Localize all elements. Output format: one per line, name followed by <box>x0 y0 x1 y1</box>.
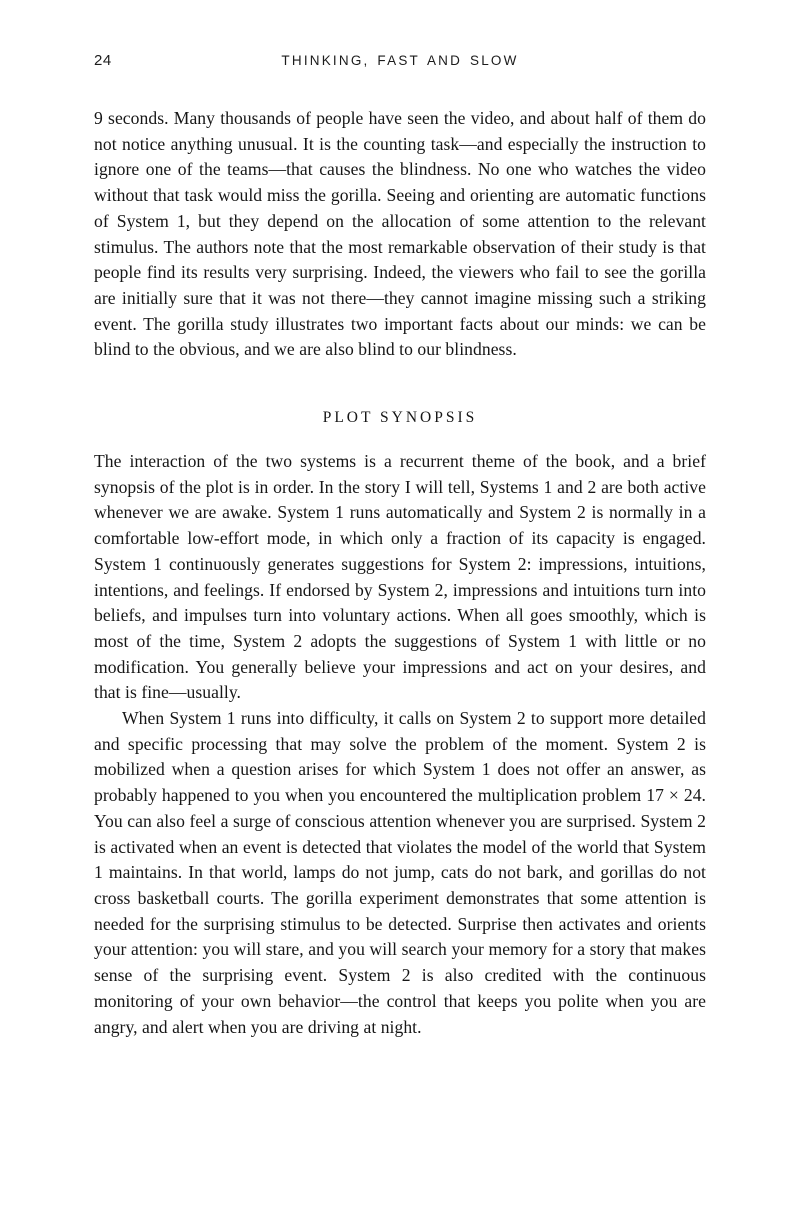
running-title: THINKING, FAST AND SLOW <box>281 53 519 68</box>
paragraph-gorilla-study: 9 seconds. Many thousands of people have seen the video, and about half of them do not notice anything unusual. It is the counting task—and especially the instruction to ignore one of the teams—that causes the blindness. No one who watches the video without that task would miss the gorilla. Seeing and orienting are automatic functions of System 1, but they depend on the allocation of some attention to the relevant stimulus. The authors note that the most remarkable observation of their study is that people find its results very surprising. Indeed, the viewers who fail to see the gorilla are initially sure that it was not there—they cannot imagine missing such a striking event. The gorilla study illustrates two important facts about our minds: we can be blind to the obvious, and we are also blind to our blindness. <box>94 108 706 360</box>
paragraph-system2-difficulty: When System 1 runs into difficulty, it calls on System 2 to support more detailed and specific processing that may solve the problem of the moment. System 2 is mobilized when a question arises for which System 1 does not offer an answer, as probably happened to you when you encountered the multiplication problem 17 × 24. You can also feel a surge of conscious attention whenever you are surprised. System 2 is activated when an event is detected that violates the model of the world that System 1 maintains. In that world, lamps do not jump, cats do not bark, and gorillas do not cross basketball courts. The gorilla experiment demonstrates that some attention is needed for the surprising stimulus to be detected. Surprise then activates and orients your attention: you will stare, and you will search your memory for a story that makes sense of the surprising event. System 2 is also credited with the continuous monitoring of your own behavior—the control that keeps you polite when you are angry, and alert when you are driving at night. <box>94 708 706 1037</box>
page-header <box>94 52 706 72</box>
section-heading-plot-synopsis: PLOT SYNOPSIS <box>322 409 478 427</box>
page-number: 24 <box>94 52 112 69</box>
page-body <box>94 106 706 1040</box>
paragraph-two-systems: The interaction of the two systems is a recurrent theme of the book, and a brief synopsis of the plot is in order. In the story I will tell, Systems 1 and 2 are both active whenever we are awake. System 1 runs automatically and System 2 is normally in a comfortable low-effort mode, in which only a fraction of its capacity is engaged. System 1 continuously generates suggestions for System 2: impressions, intuitions, intentions, and feelings. If endorsed by System 2, impressions and intuitions turn into beliefs, and impulses turn into voluntary actions. When all goes smoothly, which is most of the time, System 2 adopts the suggestions of System 1 with little or no modification. You generally believe your impressions and act on your desires, and that is fine—usually. <box>94 451 706 703</box>
